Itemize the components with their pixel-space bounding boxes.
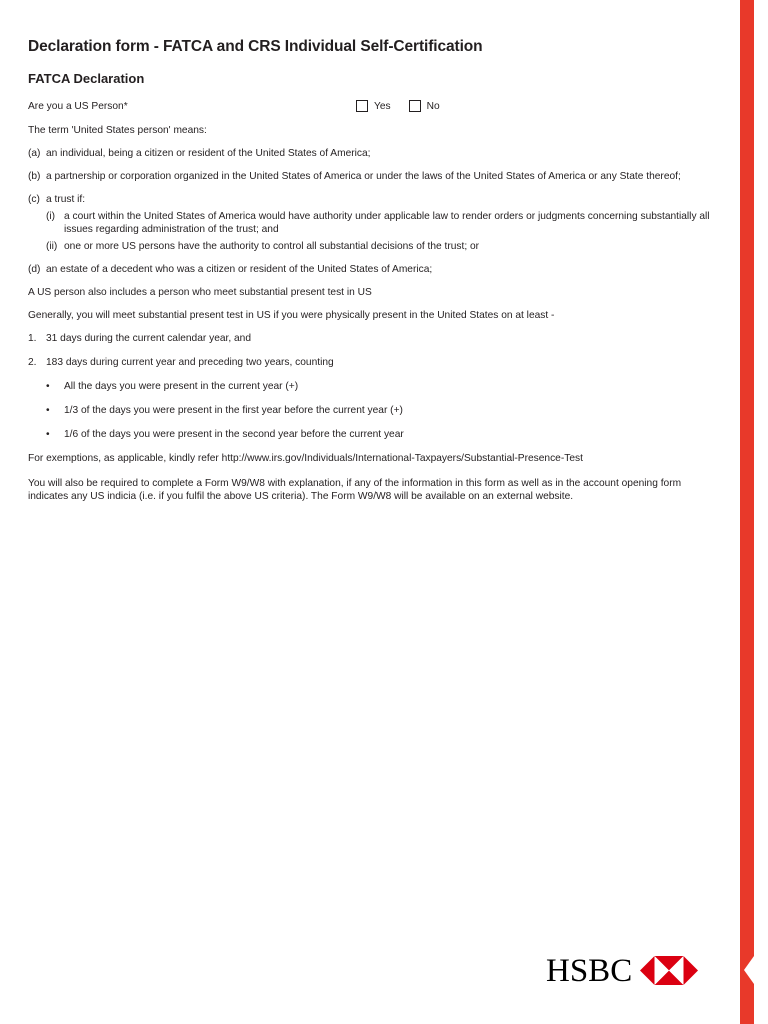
page-title: Declaration form - FATCA and CRS Individual Self-Certification: [28, 38, 483, 55]
no-label: No: [426, 100, 440, 112]
numbered-item-1: [28, 332, 714, 345]
bullet-text: 1/3 of the days you were present in the first year before the current year (+): [64, 405, 403, 416]
trust-sub-item-ii: [46, 240, 714, 253]
hsbc-logo: [546, 952, 698, 989]
item-text: an individual, being a citizen or resident of the United States of America;: [46, 148, 371, 159]
red-side-bar: [740, 0, 754, 1024]
section-heading: FATCA Declaration: [28, 71, 145, 86]
no-option[interactable]: [409, 100, 440, 112]
sub-item-text: a court within the United States of America would have authority under applicable law to render orders or judgments concerning substantially all issues regarding administration of the trust; and: [64, 211, 710, 235]
item-text: a trust if:: [46, 194, 86, 205]
definition-intro: The term 'United States person' means:: [28, 125, 207, 136]
bullet-dot-icon: •: [46, 381, 50, 392]
sub-item-text: one or more US persons have the authority to control all substantial decisions of the trust; or: [64, 241, 480, 252]
item-mark: (c): [28, 194, 40, 205]
definition-item-d: [28, 263, 714, 276]
numbered-item-2: [28, 356, 714, 369]
yes-checkbox[interactable]: [356, 100, 368, 112]
item-mark: (a): [28, 148, 41, 159]
sub-item-mark: (i): [46, 211, 56, 222]
sub-item-mark: (ii): [46, 241, 58, 252]
definition-item-c: [28, 193, 714, 206]
number-text: 31 days during the current calendar year, and: [46, 333, 252, 344]
item-text: an estate of a decedent who was a citizen or resident of the United States of America;: [46, 264, 433, 275]
bullet-dot-icon: •: [46, 405, 50, 416]
bullet-item: [46, 380, 714, 393]
no-checkbox[interactable]: [409, 100, 421, 112]
us-person-question: [28, 99, 714, 113]
red-bar-notch: [744, 956, 754, 984]
form-page: [28, 38, 714, 513]
trust-sub-item-i: [46, 210, 714, 236]
exemptions-note: For exemptions, as applicable, kindly refer http://www.irs.gov/Individuals/International-Taxpayers/Substantial-Presence-Test: [28, 453, 583, 464]
yes-label: Yes: [374, 100, 391, 112]
item-text: a partnership or corporation organized in the United States of America or under the laws of the United States of America or any State thereof;: [46, 171, 681, 182]
bullet-dot-icon: •: [46, 429, 50, 440]
number-mark: 1.: [28, 333, 37, 344]
bullet-item: [46, 404, 714, 417]
definition-item-b: [28, 170, 714, 183]
presence-paragraph-2: Generally, you will meet substantial present test in US if you were physically present in the United States on at least -: [28, 310, 555, 321]
definition-item-a: [28, 147, 714, 160]
logo-wordmark: HSBC: [546, 952, 633, 989]
number-mark: 2.: [28, 357, 37, 368]
question-label: Are you a US Person*: [28, 100, 128, 112]
w9-note: You will also be required to complete a Form W9/W8 with explanation, if any of the information in this form as well as in the account opening form indicates any US indicia (i.e. if you fulfil the above US criteria). The Form W9/W8 will be available on an external website.: [28, 478, 682, 502]
item-mark: (b): [28, 171, 41, 182]
hsbc-hexagon-icon: [640, 956, 698, 985]
bullet-item: [46, 428, 714, 441]
bullet-text: All the days you were present in the current year (+): [64, 381, 299, 392]
item-mark: (d): [28, 264, 41, 275]
yes-option[interactable]: [356, 100, 391, 112]
bullet-text: 1/6 of the days you were present in the second year before the current year: [64, 429, 404, 440]
presence-paragraph-1: A US person also includes a person who meet substantial present test in US: [28, 287, 372, 298]
number-text: 183 days during current year and preceding two years, counting: [46, 357, 334, 368]
